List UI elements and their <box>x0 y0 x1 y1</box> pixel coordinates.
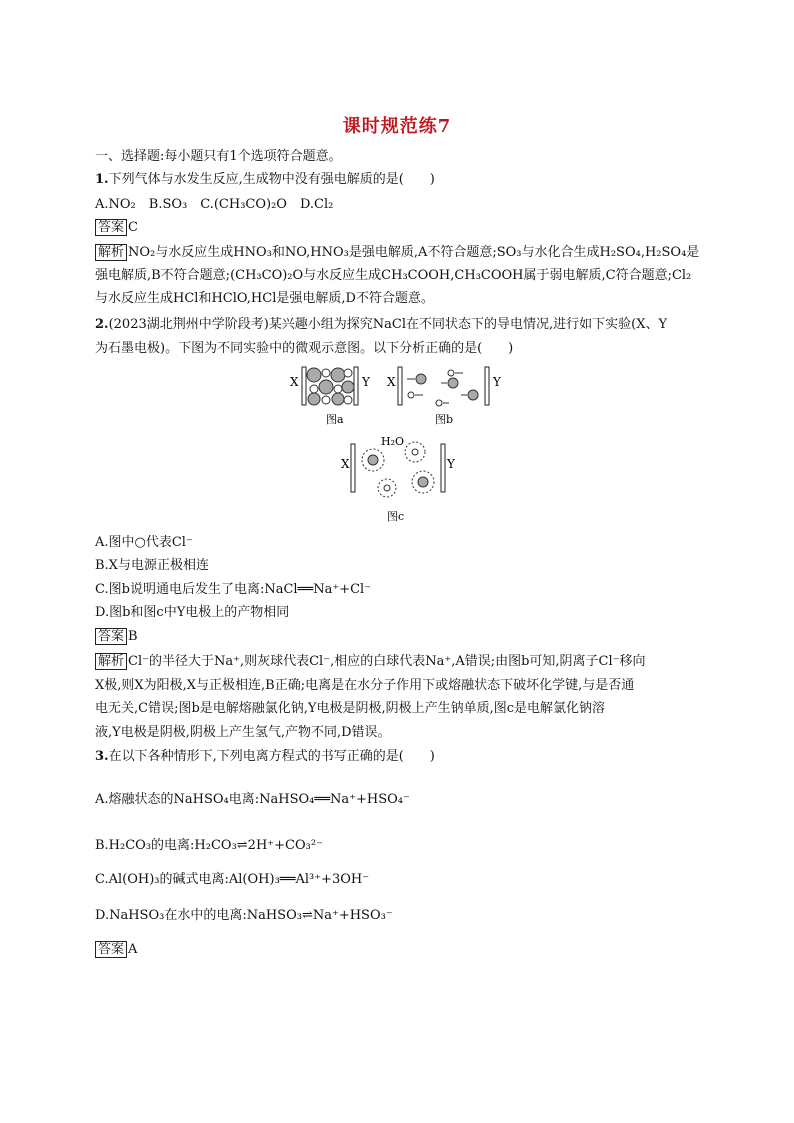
question-2-option: B.X与电源正极相连 <box>95 558 209 573</box>
electrode-y <box>485 367 489 405</box>
question-2-analysis-line: X极,则X为阳极,X与正极相连,B正确;电离是在水分子作用下或熔融状态下破坏化学键,与是否通 <box>95 678 635 693</box>
electrode-x <box>351 444 355 492</box>
water-molecule-label: H₂O <box>381 435 405 448</box>
question-1-text: 下列气体与水发生反应,生成物中没有强电解质的是( ) <box>108 172 435 187</box>
question-2-stem-line: 为石墨电极)。下图为不同实验中的微观示意图。以下分析正确的是( ) <box>95 341 514 356</box>
question-3-option: C.Al(OH)₃的碱式电离:Al(OH)₃══Al³⁺+3OH⁻ <box>95 872 370 887</box>
question-1-number: 1. <box>95 172 109 187</box>
question-2-option: D.图b和图c中Y电极上的产物相同 <box>95 605 290 620</box>
question-1-answer <box>95 218 705 238</box>
analysis-text: NO₂与水反应生成HNO₃和NO,HNO₃是强电解质,A不符合题意;SO₃与水化合生成H₂SO₄,H₂SO₄是 <box>128 245 700 260</box>
answer-value: B <box>128 629 138 644</box>
question-3-stem <box>95 747 705 767</box>
question-1-analysis-line: 强电解质,B不符合题意;(CH₃CO)₂O与水反应生成CH₃COOH,CH₃COOH属于弱电解质,C符合题意;Cl₂ <box>95 268 692 283</box>
electrode-y <box>354 367 358 405</box>
figure-b-label: 图b <box>435 413 454 426</box>
question-2-stem <box>95 315 705 335</box>
question-2-number: 2. <box>95 317 109 332</box>
answer-value: A <box>128 942 138 957</box>
page-title: 课时规范练7 <box>342 116 452 137</box>
electrode-y-label: Y <box>493 375 501 389</box>
answer-tag: 答案 <box>95 628 127 645</box>
electrode-x <box>302 367 306 405</box>
figure-b <box>385 365 505 427</box>
question-3-option: A.熔融状态的NaHSO₄电离:NaHSO₄══Na⁺+HSO₄⁻ <box>95 792 410 807</box>
analysis-tag: 解析 <box>95 244 127 261</box>
electrode-y <box>441 444 445 492</box>
electrode-x <box>398 367 402 405</box>
question-3-option: B.H₂CO₃的电离:H₂CO₃⇌2H⁺+CO₃²⁻ <box>95 838 323 853</box>
figure-c <box>335 432 460 524</box>
question-2-analysis-line: 液,Y电极是阴极,阴极上产生氢气,产物不同,D错误。 <box>95 725 391 740</box>
question-2-analysis-line: 电无关,C错误;图b是电解熔融氯化钠,Y电极是阴极,阴极上产生钠单质,图c是电解氯化钠溶 <box>95 701 606 716</box>
question-1-options: A.NO₂ B.SO₃ C.(CH₃CO)₂O D.Cl₂ <box>95 197 334 212</box>
figure-a-label: 图a <box>326 413 344 426</box>
section-heading: 一、选择题:每小题只有1个选项符合题意。 <box>95 149 342 164</box>
moving-ions <box>407 370 478 406</box>
figure-c-label: 图c <box>387 510 405 523</box>
ionic-lattice <box>307 368 354 405</box>
question-3-number: 3. <box>95 749 109 764</box>
question-1-analysis-line: 与水反应生成HCl和HClO,HCl是强电解质,D不符合题意。 <box>95 291 434 306</box>
question-3-option: D.NaHSO₃在水中的电离:NaHSO₃⇌Na⁺+HSO₃⁻ <box>95 908 393 923</box>
electrode-x-label: X <box>387 375 396 389</box>
electrode-y-label: Y <box>447 457 455 471</box>
question-1-analysis-line <box>95 243 705 263</box>
question-2-option: C.图b说明通电后发生了电离:NaCl══Na⁺+Cl⁻ <box>95 582 372 597</box>
answer-value: C <box>128 220 138 235</box>
question-1-stem <box>95 170 705 190</box>
analysis-tag: 解析 <box>95 653 127 670</box>
answer-tag: 答案 <box>95 219 127 236</box>
electrode-y-label: Y <box>362 375 370 389</box>
question-3-answer <box>95 940 705 960</box>
electrode-x-label: X <box>341 457 350 471</box>
analysis-text: Cl⁻的半径大于Na⁺,则灰球代表Cl⁻,相应的白球代表Na⁺,A错误;由图b可知,阴离子Cl⁻移向 <box>128 654 646 669</box>
electrode-x-label: X <box>290 375 299 389</box>
question-2-answer <box>95 627 705 647</box>
question-2-option: A.图中○代表Cl⁻ <box>95 535 193 550</box>
hydrated-ions <box>362 442 434 497</box>
question-2-text: (2023湖北荆州中学阶段考)某兴趣小组为探究NaCl在不同状态下的导电情况,进行如下实验(X、Y <box>108 317 668 332</box>
question-2-analysis-line <box>95 652 705 672</box>
answer-tag: 答案 <box>95 941 127 958</box>
figure-a <box>290 365 385 427</box>
question-3-text: 在以下各种情形下,下列电离方程式的书写正确的是( ) <box>108 749 435 764</box>
